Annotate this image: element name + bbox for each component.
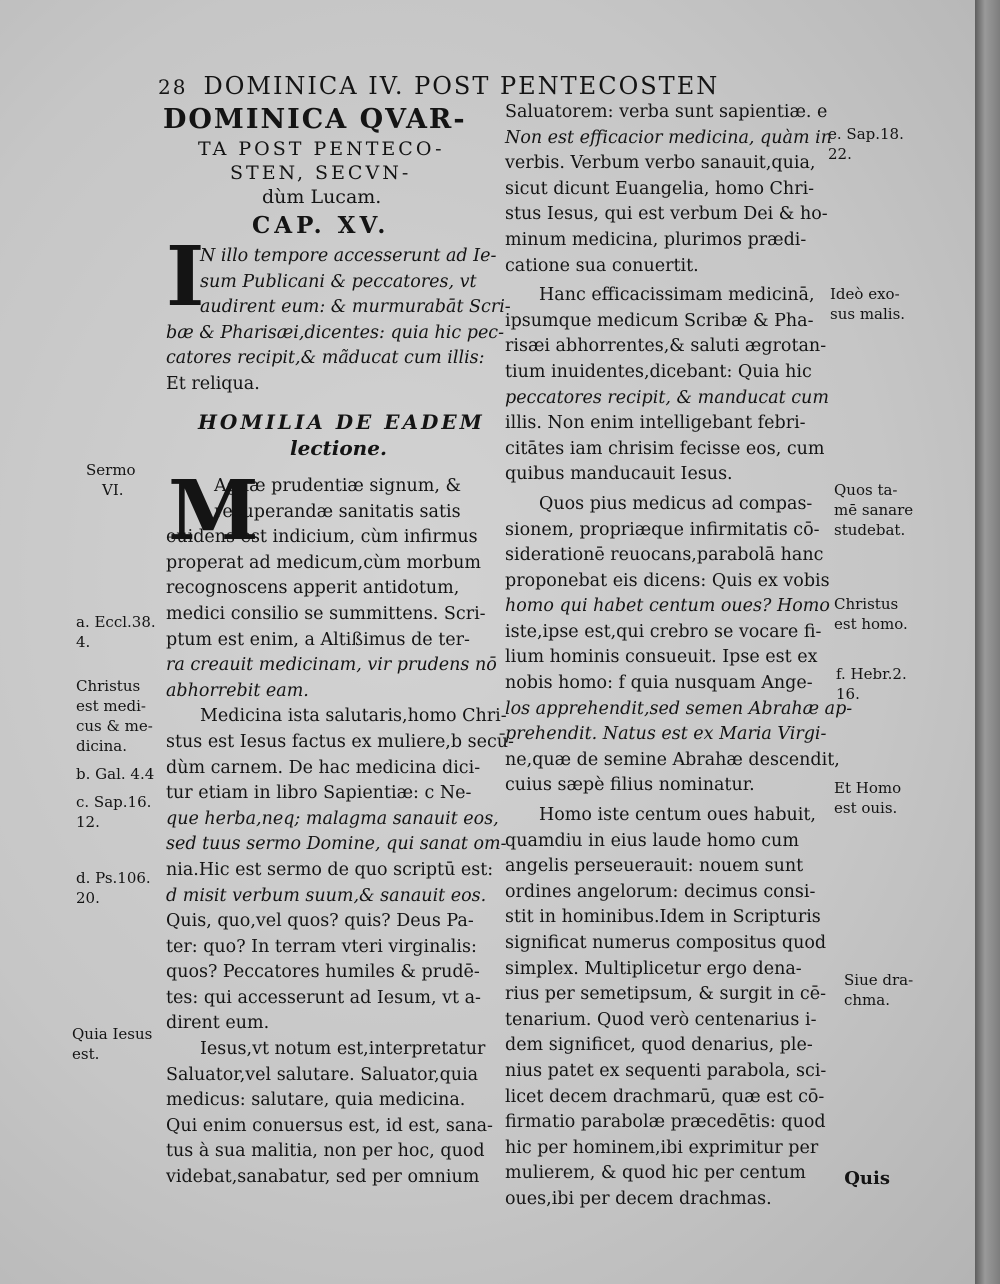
homily-line: tes: qui accesserunt ad Iesum, vt a-: [166, 987, 481, 1008]
right-line: minum medicina, plurimos prædi-: [505, 229, 807, 250]
margin-line: Christus: [834, 595, 899, 613]
margin-line: dicina.: [76, 737, 127, 755]
margin-line: d. Ps.106.: [76, 869, 151, 887]
gospel-line: N illo tempore accesserunt ad Ie-: [200, 246, 497, 266]
right-line: homo qui habet centum oues? Homo: [505, 596, 830, 617]
right-line: Non est efficacior medicina, quàm in: [505, 127, 832, 148]
right-line: sionem, propriæque infirmitatis cō-: [505, 519, 820, 540]
right-line: sicut dicunt Euangelia, homo Chri-: [505, 178, 815, 199]
margin-note-ps106: [76, 868, 151, 908]
homily-line: tur etiam in libro Sapientiæ: c Ne-: [166, 783, 472, 804]
margin-line: e. Sap.18.: [828, 125, 904, 143]
margin-line: 16.: [836, 685, 860, 703]
margin-line: VI.: [102, 481, 124, 499]
right-line: cuius sæpè filius nominatur.: [505, 775, 755, 796]
right-line: tium inuidentes,dicebant: Quia hic: [505, 361, 812, 382]
right-line: angelis perseuerauit: nouem sunt: [505, 856, 804, 877]
page-number: 28: [158, 75, 188, 99]
homily-line: recuperandæ sanitatis satis: [214, 501, 461, 522]
margin-line: cus & me-: [76, 717, 153, 735]
gospel-line: Et reliqua.: [166, 373, 260, 394]
heading-line-4: dùm Lucam.: [262, 186, 382, 208]
homily-line: ter: quo? In terram vteri virginalis:: [166, 936, 477, 957]
margin-line: est homo.: [834, 615, 908, 633]
catchword: Quis: [844, 1168, 890, 1189]
homily-line: Qui enim conuersus est, id est, sana-: [166, 1115, 493, 1136]
right-line: hic per hominem,ibi exprimitur per: [505, 1137, 819, 1158]
margin-line: 20.: [76, 889, 100, 907]
right-line: oues,ibi per decem drachmas.: [505, 1188, 772, 1209]
homily-line: nia.Hic est sermo de quo scriptū est:: [166, 859, 494, 880]
right-line: Saluatorem: verba sunt sapientiæ. e: [505, 102, 828, 122]
margin-line: Sermo: [86, 461, 136, 479]
margin-note-sap: [828, 124, 904, 164]
right-line: dem significet, quod denarius, ple-: [505, 1035, 813, 1056]
margin-line: Et Homo: [834, 779, 902, 797]
right-line: simplex. Multiplicetur ergo dena-: [505, 958, 802, 979]
homily-line: videbat,sanabatur, sed per omnium: [166, 1167, 480, 1188]
gospel-line: audirent eum: & murmurabāt Scri-: [200, 297, 511, 318]
right-line: firmatio parabolæ præcedētis: quod: [505, 1112, 826, 1133]
homily-line: Agnæ prudentiæ signum, &: [214, 476, 462, 496]
margin-note-quos: [834, 480, 913, 540]
homily-line: Saluator,vel salutare. Saluator,quia: [166, 1064, 479, 1085]
homily-line: quos? Peccatores humiles & prudē-: [166, 962, 480, 983]
right-line: lium hominis consueuit. Ipse est ex: [505, 647, 818, 668]
right-line: quamdiu in eius laude homo cum: [505, 830, 799, 851]
margin-line: 4.: [76, 633, 91, 651]
margin-note-ideo: [830, 284, 905, 324]
margin-line: 12.: [76, 813, 100, 831]
margin-note-et-homo: [834, 778, 901, 818]
margin-note-quia-iesus: [72, 1024, 152, 1064]
margin-line: sus malis.: [830, 305, 906, 323]
right-line: stit in hominibus.Idem in Scripturis: [505, 907, 821, 928]
homily-line: dùm carnem. De hac medicina dici-: [166, 757, 481, 778]
right-line: mulierem, & quod hic per centum: [505, 1163, 806, 1184]
right-line: siderationē reuocans,parabolā hanc: [505, 545, 824, 566]
margin-note-eccl: [76, 612, 156, 652]
page-edge: [975, 0, 1000, 1284]
gospel-line: bæ & Pharisæi,dicentes: quia hic pec-: [166, 322, 505, 343]
right-line: Homo iste centum oues habuit,: [539, 805, 816, 826]
heading-line-2: TA POST PENTECO-: [198, 138, 445, 160]
margin-line: Quos ta-: [834, 481, 898, 499]
right-line: risæi abhorrentes,& saluti ægrotan-: [505, 336, 827, 357]
homily-line: Medicina ista salutaris,homo Chri-: [200, 706, 507, 727]
right-line: verbis. Verbum verbo sanauit,quia,: [505, 153, 816, 174]
right-line: licet decem drachmarū, quæ est cō-: [505, 1086, 825, 1107]
margin-line: 22.: [828, 145, 852, 163]
gospel-text: [166, 244, 511, 398]
right-line: nobis homo: f quia nusquam Ange-: [505, 673, 813, 694]
margin-line: chma.: [844, 991, 890, 1009]
homily-line: sed tuus sermo Domine, qui sanat om-: [166, 834, 507, 855]
homily-line: properat ad medicum,cùm morbum: [166, 552, 482, 573]
homily-line: Quis, quo,vel quos? quis? Deus Pa-: [166, 911, 474, 932]
right-line: peccatores recipit, & manducat cum: [505, 387, 829, 408]
right-line: ipsumque medicum Scribæ & Pha-: [505, 310, 814, 331]
right-line: catione sua conuertit.: [505, 255, 699, 276]
homily-title: HOMILIA DE EADEM: [198, 410, 485, 434]
margin-note-sermo: [86, 460, 136, 500]
margin-line: Ideò exo-: [830, 285, 900, 303]
homily-line: medicus: salutare, quia medicina.: [166, 1090, 466, 1111]
chapter-heading: CAP. XV.: [252, 212, 390, 239]
margin-line: studebat.: [834, 521, 906, 539]
margin-note-gal: [76, 764, 154, 784]
right-line: iste,ipse est,qui crebro se vocare fi-: [505, 621, 822, 642]
right-line: ne,quæ de semine Abrahæ descendit,: [505, 749, 840, 770]
homily-subtitle: lectione.: [290, 436, 387, 460]
right-line: los apprehendit,sed semen Abrahæ ap-: [505, 698, 853, 719]
margin-line: Siue dra-: [844, 971, 914, 989]
homily-line: medici consilio se summittens. Scri-: [166, 603, 486, 624]
heading-line-1: DOMINICA QVAR-: [163, 104, 467, 135]
homily-line: Iesus,vt notum est,interpretatur: [200, 1039, 486, 1060]
gospel-line: sum Publicani & peccatores, vt: [200, 271, 477, 292]
homily-line: d misit verbum suum,& sanauit eos.: [166, 885, 487, 906]
margin-line: est.: [72, 1045, 100, 1063]
margin-line: est medi-: [76, 697, 146, 715]
heading-line-3: STEN, SECVN-: [230, 162, 412, 184]
right-line: proponebat eis dicens: Quis ex vobis: [505, 570, 830, 591]
homily-line: ptum est enim, a Altißimus de ter-: [166, 629, 470, 650]
gospel-drop-cap: I: [166, 229, 205, 325]
margin-line: Christus: [76, 677, 141, 695]
right-line: prehendit. Natus est ex Maria Virgi-: [505, 724, 827, 745]
margin-note-christus-medicus: [76, 676, 153, 756]
margin-note-sap16: [76, 792, 151, 832]
right-line: stus Iesus, qui est verbum Dei & ho-: [505, 204, 828, 225]
margin-line: mē sanare: [834, 501, 914, 519]
gospel-line: catores recipit,& mãducat cum illis:: [166, 348, 485, 369]
homily-line: ra creauit medicinam, vir prudens nō: [166, 655, 497, 676]
right-line: citātes iam chrisim fecisse eos, cum: [505, 438, 825, 459]
homily-line: que herba,neq; malagma sanauit eos,: [166, 808, 499, 829]
margin-note-hebr: [836, 664, 907, 704]
margin-line: b. Gal. 4.4: [76, 765, 155, 783]
right-line: rius per semetipsum, & surgit in cē-: [505, 984, 827, 1005]
homily-line: abhorrebit eam.: [166, 680, 309, 701]
homily-line: stus est Iesus factus ex muliere,b secū-: [166, 731, 514, 752]
right-line: Quos pius medicus ad compas-: [539, 493, 813, 514]
right-line: quibus manducauit Iesus.: [505, 464, 733, 485]
right-line: illis. Non enim intelligebant febri-: [505, 413, 806, 434]
right-line: nius patet ex sequenti parabola, sci-: [505, 1060, 827, 1081]
homily-line: dirent eum.: [166, 1013, 270, 1034]
homily-line: euidens est indicium, cùm infirmus: [166, 527, 478, 548]
right-line: tenarium. Quod verò centenarius i-: [505, 1009, 817, 1030]
homily-line: tus à sua malitia, non per hoc, quod: [166, 1141, 485, 1162]
margin-note-christus-homo: [834, 594, 908, 634]
margin-line: c. Sap.16.: [76, 793, 152, 811]
margin-line: est ouis.: [834, 799, 898, 817]
right-line: ordines angelorum: decimus consi-: [505, 881, 816, 902]
margin-line: Quia Iesus: [72, 1025, 153, 1043]
margin-line: a. Eccl.38.: [76, 613, 156, 631]
homily-line: recognoscens apperit antidotum,: [166, 578, 460, 599]
margin-line: f. Hebr.2.: [836, 665, 907, 683]
right-line: significat numerus compositus quod: [505, 933, 827, 953]
margin-note-siue: [844, 970, 913, 1010]
right-line: Hanc efficacissimam medicinā,: [539, 285, 815, 306]
homily-drop-cap: M: [168, 463, 259, 559]
homily-left-column: [166, 474, 514, 1191]
running-head-title: DOMINICA IV. POST PENTECOSTEN: [203, 72, 720, 100]
running-head: [158, 72, 719, 100]
